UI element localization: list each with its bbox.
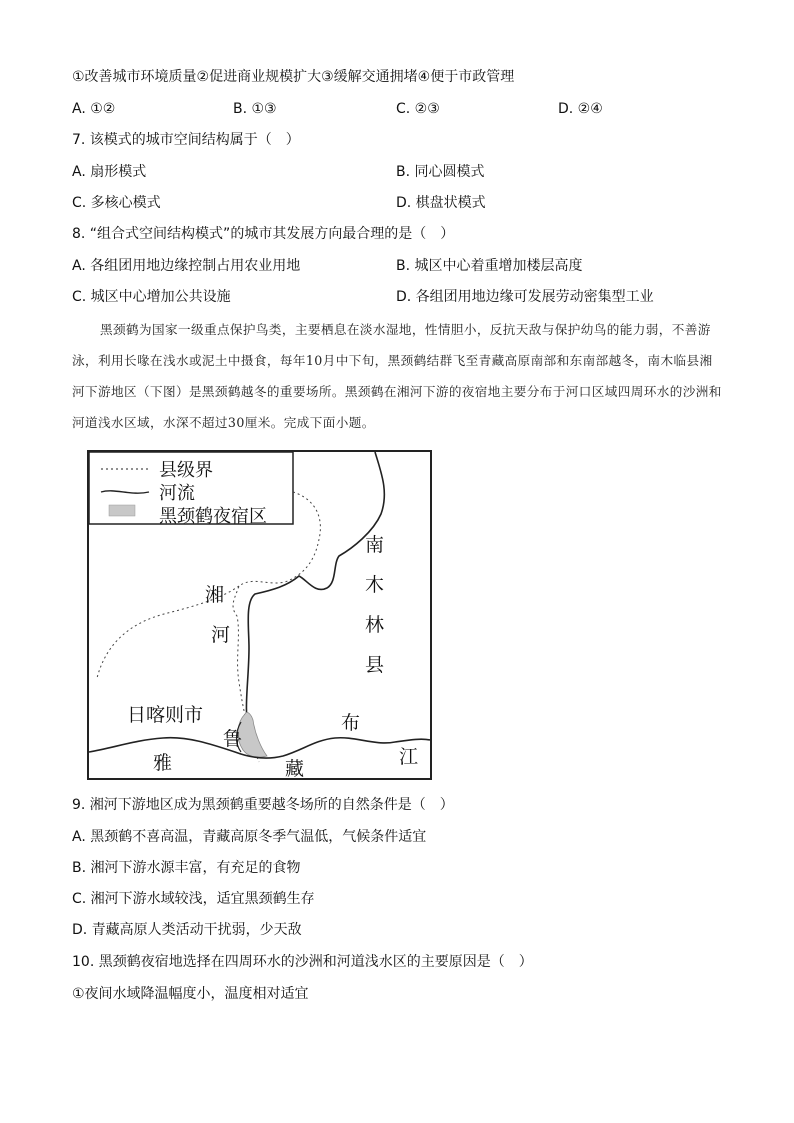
q9-option-c[interactable]: C. 湘河下游水域较浅，适宜黑颈鹤生存 <box>72 891 315 907</box>
q9-option-a[interactable]: A. 黑颈鹤不喜高温，青藏高原冬季气温低，气候条件适宜 <box>72 829 427 845</box>
q7-option-d[interactable]: D. 棋盘状模式 <box>396 195 486 211</box>
q9-option-d[interactable]: D. 青藏高原人类活动干扰弱，少天敌 <box>72 922 302 938</box>
yarlung-label-char-3: 藏 <box>285 758 305 780</box>
q7-stem: 7. 该模式的城市空间结构属于（ ） <box>72 132 300 148</box>
legend-label-roost: 黑颈鹤夜宿区 <box>159 506 267 527</box>
q6-option-a[interactable]: A. ①② <box>72 101 116 117</box>
legend-label-river: 河流 <box>159 483 195 504</box>
county-label-char-4: 县 <box>365 654 385 676</box>
q6-statements: ①改善城市环境质量②促进商业规模扩大③缓解交通拥堵④便于市政管理 <box>72 69 515 85</box>
legend-label-county-boundary: 县级界 <box>159 460 213 481</box>
yarlung-label-char-5: 江 <box>399 746 419 768</box>
xiang-river-map <box>87 450 432 780</box>
county-label-char-2: 木 <box>365 574 385 596</box>
q8-stem: 8. “组合式空间结构模式”的城市其发展方向最合理的是（ ） <box>72 226 455 242</box>
yarlung-label-char-4: 布 <box>341 712 361 734</box>
county-label-char-1: 南 <box>365 534 385 556</box>
yarlung-label-char-2: 鲁 <box>223 728 243 750</box>
q8-option-a[interactable]: A. 各组团用地边缘控制占用农业用地 <box>72 258 301 274</box>
reading-passage: 黑颈鹤为国家一级重点保护鸟类，主要栖息在淡水湿地，性情胆小，反抗天敌与保护幼鸟的能力弱，不善游泳，利用长喙在浅水或泥土中摄食，每年10月中下旬，黑颈鹤结群飞至青藏高原南部和东南部越冬，南木临县湘河下游地区（下图）是黑颈鹤越冬的重要场所。黑颈鹤在湘河下游的夜宿地主要分布于河口区域四周环水的沙洲和河道浅水区域，水深不超过30厘米。完成下面小题。 <box>72 322 722 430</box>
yarlung-label-char-1: 雅 <box>153 752 173 774</box>
q10-stem: 10. 黑颈鹤夜宿地选择在四周环水的沙洲和河道浅水区的主要原因是（ ） <box>72 954 533 970</box>
xiang-river-label-char-1: 湘 <box>205 584 225 606</box>
q10-statement-1: ①夜间水域降温幅度小，温度相对适宜 <box>72 986 309 1002</box>
q7-option-b[interactable]: B. 同心圆模式 <box>396 164 485 180</box>
q7-option-c[interactable]: C. 多核心模式 <box>72 195 161 211</box>
roost-area <box>238 712 267 757</box>
q8-option-d[interactable]: D. 各组团用地边缘可发展劳动密集型工业 <box>396 289 654 305</box>
city-label-shigatse: 日喀则市 <box>127 704 204 726</box>
xiang-river-label-char-2: 河 <box>211 624 231 646</box>
legend-roost-symbol <box>109 505 135 516</box>
q6-option-c[interactable]: C. ②③ <box>396 101 440 117</box>
q7-option-a[interactable]: A. 扇形模式 <box>72 164 147 180</box>
q6-option-d[interactable]: D. ②④ <box>558 101 603 117</box>
q8-option-b[interactable]: B. 城区中心着重增加楼层高度 <box>396 258 583 274</box>
q9-option-b[interactable]: B. 湘河下游水源丰富，有充足的食物 <box>72 860 301 876</box>
county-label-char-3: 林 <box>365 614 385 636</box>
q9-stem: 9. 湘河下游地区成为黑颈鹤重要越冬场所的自然条件是（ ） <box>72 797 454 813</box>
q6-option-b[interactable]: B. ①③ <box>233 101 277 117</box>
q8-option-c[interactable]: C. 城区中心增加公共设施 <box>72 289 231 305</box>
